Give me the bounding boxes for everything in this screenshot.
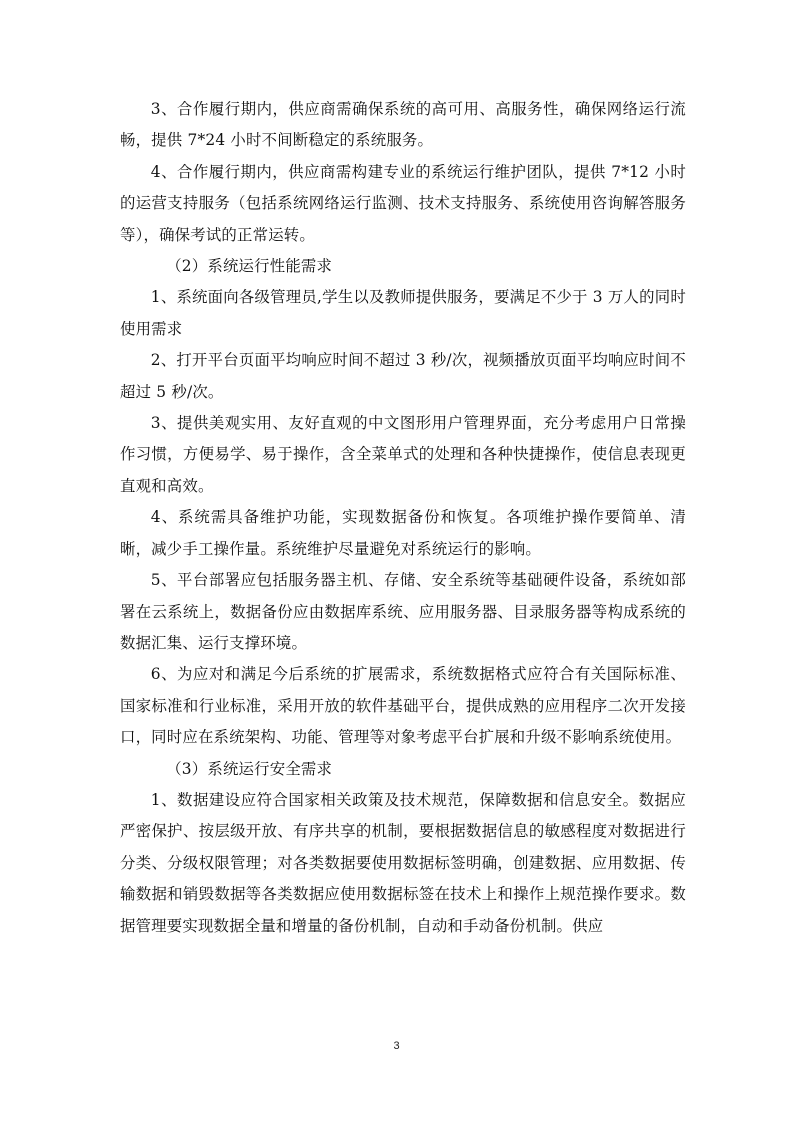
document-body bbox=[120, 94, 686, 942]
paragraph-perf-item-2-response-time: 2、打开平台页面平均响应时间不超过 3 秒/次，视频播放页面平均响应时间不超过 5 秒/次。 bbox=[120, 351, 686, 401]
paragraph-item-3-availability: 3、合作履行期内，供应商需确保系统的高可用、高服务性，确保网络运行流畅，提供 7*24 小时不间断稳定的系统服务。 bbox=[120, 100, 686, 150]
section-heading-performance: （2）系统运行性能需求 bbox=[166, 257, 333, 276]
page-number: 3 bbox=[393, 1040, 400, 1052]
paragraph-perf-item-6-extensibility: 6、为应对和满足今后系统的扩展需求，系统数据格式应符合有关国际标准、国家标准和行业标准，采用开放的软件基础平台，提供成熟的应用程序二次开发接口，同时应在系统架构、功能、管理等对象考虑平台扩展和升级不影响系统使用。 bbox=[120, 665, 686, 747]
paragraph-perf-item-3-interface: 3、提供美观实用、友好直观的中文图形用户管理界面，充分考虑用户日常操作习惯，方便易学、易于操作，含全菜单式的处理和各种快捷操作，使信息表现更直观和高效。 bbox=[120, 414, 686, 495]
paragraph-perf-item-1-concurrency: 1、系统面向各级管理员,学生以及教师提供服务，要满足不少于 3 万人的同时使用需求 bbox=[120, 288, 686, 338]
section-heading-security: （3）系统运行安全需求 bbox=[166, 759, 333, 778]
paragraph-sec-item-1-data-security: 1、数据建设应符合国家相关政策及技术规范，保障数据和信息安全。数据应严密保护、按层级开放、有序共享的机制，要根据数据信息的敏感程度对数据进行分类、分级权限管理；对各类数据要使用数据标签明确，创建数据、应用数据、传输数据和销毁数据等各类数据应使用数据标签在技术上和操作上规范操作要求。数据管理要实现数据全量和增量的备份机制，自动和手动备份机制。供应 bbox=[120, 790, 686, 935]
paragraph-perf-item-5-deployment: 5、平台部署应包括服务器主机、存储、安全系统等基础硬件设备，系统如部署在云系统上，数据备份应由数据库系统、应用服务器、目录服务器等构成系统的数据汇集、运行支撑环境。 bbox=[120, 571, 686, 652]
paragraph-item-4-support-team: 4、合作履行期内，供应商需构建专业的系统运行维护团队，提供 7*12 小时的运营支持服务（包括系统网络运行监测、技术支持服务、系统使用咨询解答服务等），确保考试的正常运转。 bbox=[120, 162, 686, 244]
paragraph-perf-item-4-maintenance: 4、系统需具备维护功能，实现数据备份和恢复。各项维护操作要简单、清晰，减少手工操作量。系统维护尽量避免对系统运行的影响。 bbox=[120, 508, 686, 558]
